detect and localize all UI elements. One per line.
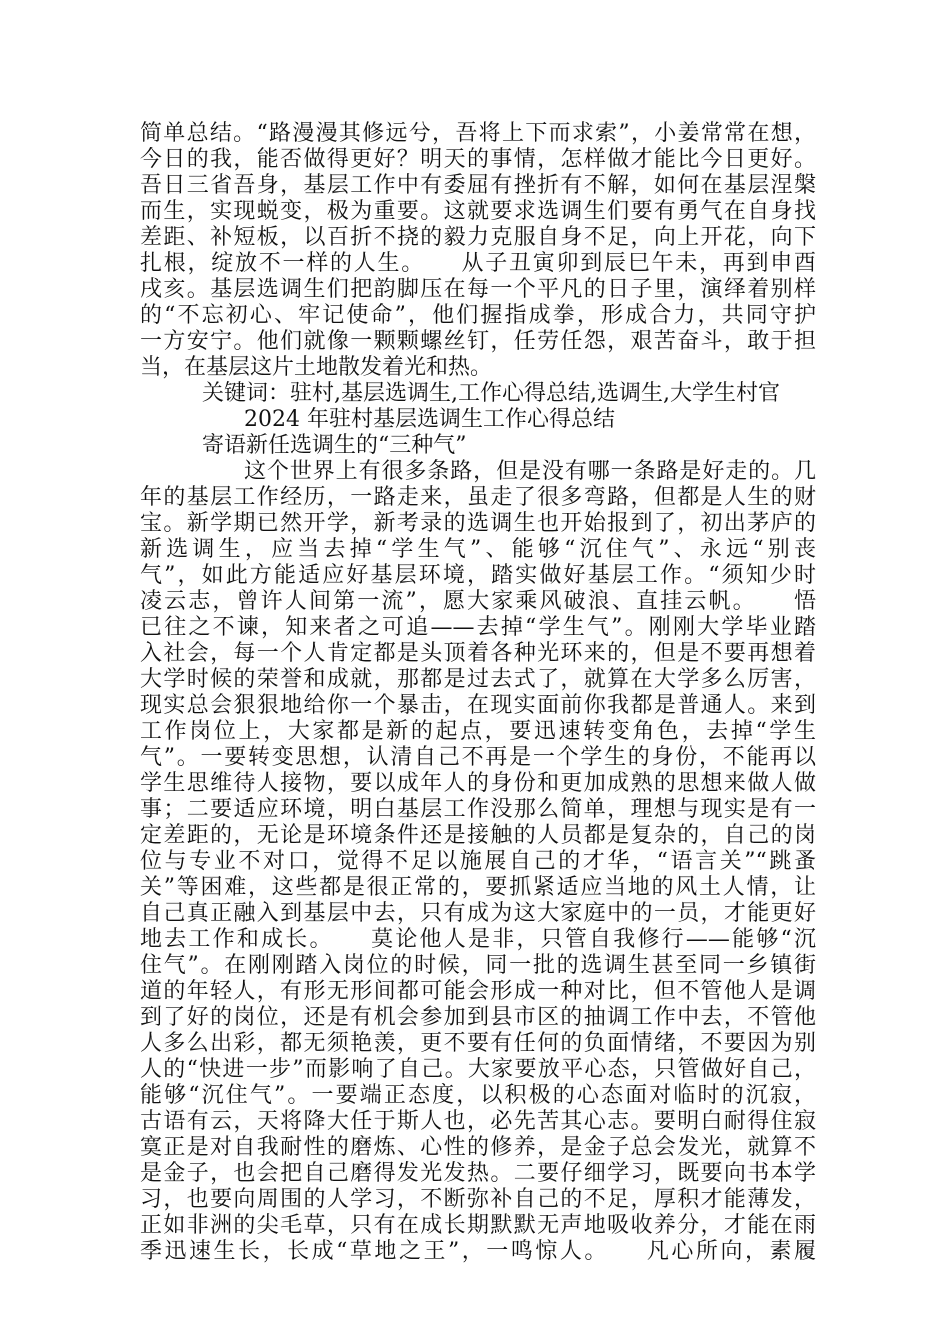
text-line: 而生，实现蜕变，极为重要。这就要求选调生们要有勇气在自身找: [140, 199, 816, 224]
text-line: 正如非洲的尖毛草，只有在成长期默默无声地吸收养分，才能在雨: [140, 1213, 816, 1238]
text-line: 古语有云，天将降大任于斯人也，必先苦其心志。要明白耐得住寂: [140, 1109, 816, 1134]
text-line: 关”等困难，这些都是很正常的，要抓紧适应当地的风土人情，让: [140, 875, 816, 900]
text-line: 这个世界上有很多条路，但是没有哪一条路是好走的。几: [244, 459, 816, 484]
text-line: 差距、补短板，以百折不挠的毅力克服自身不足，向上开花，向下: [140, 225, 816, 250]
text-line: 新选调生，应当去掉“学生气”、能够“沉住气”、永远“别丧: [140, 537, 816, 562]
text-line: 凌云志，曾许人间第一流”，愿大家乘风破浪、直挂云帆。 悟: [140, 589, 816, 614]
text-line: 人的“快进一步”而影响了自己。大家要放平心态，只管做好自己，: [140, 1057, 816, 1082]
text-line: 能够“沉住气”。一要端正态度，以积极的心态面对临时的沉寂，: [140, 1083, 816, 1108]
text-line: 扎根，绽放不一样的人生。 从子丑寅卯到辰巳午未，再到申酉: [140, 251, 816, 276]
text-line: 年的基层工作经历，一路走来，虽走了很多弯路，但都是人生的财: [140, 485, 816, 510]
text-line: 定差距的，无论是环境条件还是接触的人员都是复杂的，自己的岗: [140, 823, 816, 848]
text-line: 宝。新学期已然开学，新考录的选调生也开始报到了，初出茅庐的: [140, 511, 816, 536]
text-line: 学生思维待人接物，要以成年人的身份和更加成熟的思想来做人做: [140, 771, 816, 796]
keywords-line: 关键词：驻村,基层选调生,工作心得总结,选调生,大学生村官: [202, 381, 780, 406]
text-line: 寞正是对自我耐性的磨炼、心性的修养，是金子总会发光，就算不: [140, 1135, 816, 1160]
text-line: 事；二要适应环境，明白基层工作没那么简单，理想与现实是有一: [140, 797, 816, 822]
text-line: 气”，如此方能适应好基层环境，踏实做好基层工作。“须知少时: [140, 563, 816, 588]
text-line: 当，在基层这片土地散发着光和热。: [140, 355, 493, 380]
text-line: 简单总结。“路漫漫其修远兮，吾将上下而求索”，小姜常常在想，: [140, 121, 816, 146]
text-line: 一方安宁。他们就像一颗颗螺丝钉，任劳任怨，艰苦奋斗，敢于担: [140, 329, 816, 354]
text-line: 戌亥。基层选调生们把韵脚压在每一个平凡的日子里，演绎着别样: [140, 277, 816, 302]
text-line: 的“不忘初心、牢记使命”，他们握指成拳，形成合力，共同守护: [140, 303, 816, 328]
text-line: 住气”。在刚刚踏入岗位的时候，同一批的选调生甚至同一乡镇街: [140, 953, 816, 978]
text-line: 工作岗位上，大家都是新的起点，要迅速转变角色，去掉“学生: [140, 719, 816, 744]
text-line: 季迅速生长，长成“草地之王”，一鸣惊人。 凡心所向，素履: [140, 1239, 816, 1264]
section-heading: 寄语新任选调生的“三种气”: [202, 433, 467, 458]
text-line: 位与专业不对口，觉得不足以施展自己的才华，“语言关”“跳蚤: [140, 849, 816, 874]
text-line: 地去工作和成长。 莫论他人是非，只管自我修行——能够“沉: [140, 927, 816, 952]
text-line: 是金子，也会把自己磨得发光发热。二要仔细学习，既要向书本学: [140, 1161, 816, 1186]
text-line: 已往之不谏，知来者之可追——去掉“学生气”。刚刚大学毕业踏: [140, 615, 816, 640]
text-line: 入社会，每一个人肯定都是头顶着各种光环来的，但是不要再想着: [140, 641, 816, 666]
text-line: 到了好的岗位，还是有机会参加到县市区的抽调工作中去，不管他: [140, 1005, 816, 1030]
document-title: 2024 年驻村基层选调生工作心得总结: [244, 407, 615, 432]
text-line: 道的年轻人，有形无形间都可能会形成一种对比，但不管他人是调: [140, 979, 816, 1004]
text-line: 大学时候的荣誉和成就，那都是过去式了，就算在大学多么厉害，: [140, 667, 816, 692]
text-line: 现实总会狠狠地给你一个暴击，在现实面前你我都是普通人。来到: [140, 693, 816, 718]
text-line: 习，也要向周围的人学习，不断弥补自己的不足，厚积才能薄发，: [140, 1187, 816, 1212]
text-line: 自己真正融入到基层中去，只有成为这大家庭中的一员，才能更好: [140, 901, 816, 926]
text-line: 今日的我，能否做得更好？明天的事情，怎样做才能比今日更好。: [140, 147, 816, 172]
text-line: 吾日三省吾身，基层工作中有委屈有挫折有不解，如何在基层涅槃: [140, 173, 816, 198]
text-line: 气”。一要转变思想，认清自己不再是一个学生的身份，不能再以: [140, 745, 816, 770]
text-line: 人多么出彩，都无须艳羡，更不要有任何的负面情绪，不要因为别: [140, 1031, 816, 1056]
